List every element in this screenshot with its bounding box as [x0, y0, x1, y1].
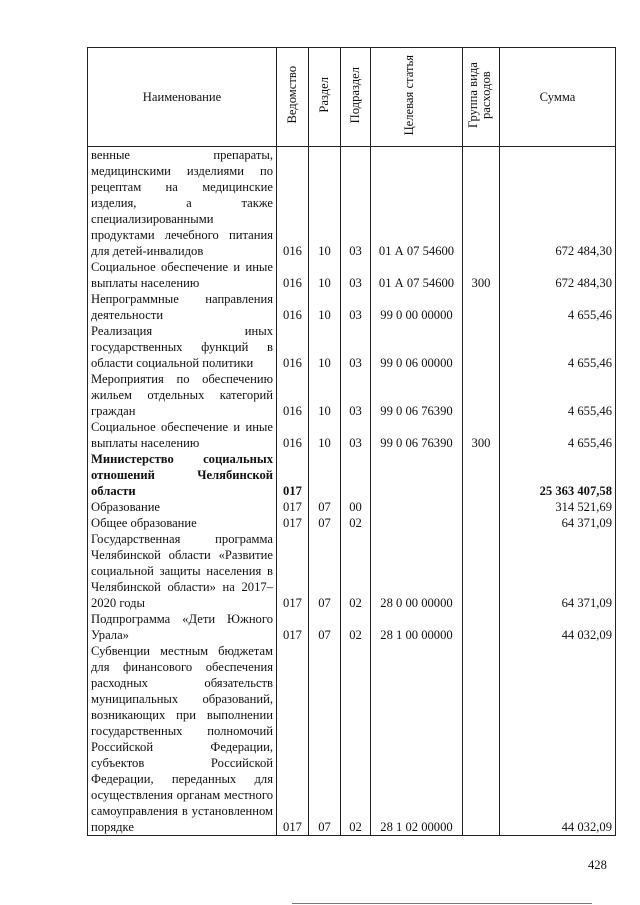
cell-name: Непрограммные направления деятельности — [88, 291, 277, 323]
cell-expense-group: 300 — [463, 419, 500, 451]
cell-section: 10 — [309, 371, 341, 419]
cell-subsection: 03 — [341, 147, 371, 260]
budget-table — [87, 47, 616, 836]
cell-subsection: 03 — [341, 259, 371, 291]
table-row — [88, 419, 616, 451]
cell-subsection: 03 — [341, 419, 371, 451]
cell-sum: 64 371,09 — [500, 531, 616, 611]
cell-name: Министерство социальных отношений Челябинской области — [88, 451, 277, 499]
cell-expense-group — [463, 291, 500, 323]
header-section — [309, 48, 341, 147]
cell-expense-group — [463, 323, 500, 371]
cell-target-article: 99 0 06 76390 — [371, 419, 463, 451]
cell-expense-group — [463, 515, 500, 531]
cell-name: Реализация иных государственных функций в области социальной политики — [88, 323, 277, 371]
header-subsection-label: Подраздел — [348, 66, 362, 124]
header-expense-group — [463, 48, 500, 147]
cell-department: 017 — [277, 611, 309, 643]
table-body — [88, 147, 616, 836]
cell-sum: 4 655,46 — [500, 371, 616, 419]
cell-section: 07 — [309, 499, 341, 515]
cell-subsection: 02 — [341, 515, 371, 531]
cell-name: Мероприятия по обеспечению жильем отдельных категорий граждан — [88, 371, 277, 419]
cell-sum: 4 655,46 — [500, 323, 616, 371]
cell-name: Образование — [88, 499, 277, 515]
header-subsection — [341, 48, 371, 147]
cell-section: 07 — [309, 643, 341, 836]
cell-target-article: 01 А 07 54600 — [371, 259, 463, 291]
cell-department: 017 — [277, 451, 309, 499]
cell-department: 016 — [277, 259, 309, 291]
cell-department: 016 — [277, 371, 309, 419]
cell-name: Социальное обеспечение и иные выплаты населению — [88, 259, 277, 291]
cell-department: 017 — [277, 531, 309, 611]
cell-target-article: 99 0 00 00000 — [371, 291, 463, 323]
cell-sum: 672 484,30 — [500, 147, 616, 260]
cell-section: 07 — [309, 611, 341, 643]
header-sum: Сумма — [500, 48, 616, 147]
cell-expense-group — [463, 499, 500, 515]
cell-sum: 314 521,69 — [500, 499, 616, 515]
cell-target-article: 01 А 07 54600 — [371, 147, 463, 260]
cell-expense-group — [463, 643, 500, 836]
cell-department: 017 — [277, 643, 309, 836]
cell-department: 017 — [277, 515, 309, 531]
table-row — [88, 643, 616, 836]
header-expense-group-label: Группа вида расходов — [466, 62, 493, 128]
cell-subsection: 02 — [341, 611, 371, 643]
cell-expense-group — [463, 611, 500, 643]
cell-target-article: 28 0 00 00000 — [371, 531, 463, 611]
cell-sum: 4 655,46 — [500, 419, 616, 451]
cell-expense-group: 300 — [463, 259, 500, 291]
cell-name: Социальное обеспечение и иные выплаты населению — [88, 419, 277, 451]
cell-name: Государственная программа Челябинской области «Развитие социальной защиты населения в Челябинской области» на 2017–2020 годы — [88, 531, 277, 611]
cell-name: Субвенции местным бюджетам для финансового обеспечения расходных обязательств муниципальных образований, возникающих при выполнении государственных полномочий Российской Федерации, субъектов Российской Федерации, переданных для осуществления органам местного самоуправления в установленном порядке — [88, 643, 277, 836]
cell-department: 016 — [277, 291, 309, 323]
table-row — [88, 611, 616, 643]
cell-department: 017 — [277, 499, 309, 515]
cell-department: 016 — [277, 419, 309, 451]
table-row — [88, 259, 616, 291]
table-row — [88, 499, 616, 515]
cell-subsection: 03 — [341, 323, 371, 371]
cell-target-article: 99 0 06 76390 — [371, 371, 463, 419]
cell-target-article — [371, 451, 463, 499]
header-section-label: Раздел — [317, 77, 331, 113]
cell-section: 07 — [309, 531, 341, 611]
header-target-article — [371, 48, 463, 147]
cell-section: 10 — [309, 323, 341, 371]
cell-sum: 64 371,09 — [500, 515, 616, 531]
page-number: 428 — [588, 858, 607, 872]
cell-subsection: 03 — [341, 291, 371, 323]
header-name: Наименование — [88, 48, 277, 147]
cell-name: Подпрограмма «Дети Южного Урала» — [88, 611, 277, 643]
table-row — [88, 451, 616, 499]
cell-sum: 672 484,30 — [500, 259, 616, 291]
header-department — [277, 48, 309, 147]
header-target-article-label: Целевая статья — [401, 54, 416, 136]
cell-subsection: 02 — [341, 643, 371, 836]
cell-sum: 44 032,09 — [500, 643, 616, 836]
cell-sum: 4 655,46 — [500, 291, 616, 323]
table-header-row — [88, 48, 616, 147]
cell-target-article — [371, 515, 463, 531]
cell-section: 10 — [309, 291, 341, 323]
table-row — [88, 515, 616, 531]
table-row — [88, 371, 616, 419]
cell-subsection — [341, 451, 371, 499]
cell-subsection: 02 — [341, 531, 371, 611]
cell-department: 016 — [277, 323, 309, 371]
cell-target-article — [371, 499, 463, 515]
cell-section — [309, 451, 341, 499]
cell-department: 016 — [277, 147, 309, 260]
cell-expense-group — [463, 451, 500, 499]
cell-sum: 25 363 407,58 — [500, 451, 616, 499]
table-row — [88, 323, 616, 371]
cell-target-article: 28 1 00 00000 — [371, 611, 463, 643]
cell-target-article: 99 0 06 00000 — [371, 323, 463, 371]
cell-expense-group — [463, 371, 500, 419]
cell-name: венные препараты, медицинскими изделиями по рецептам на медицинские изделия, а также специализированными продуктами лечебного питания для детей-инвалидов — [88, 147, 277, 260]
cell-target-article: 28 1 02 00000 — [371, 643, 463, 836]
cell-subsection: 00 — [341, 499, 371, 515]
header-department-label: Ведомство — [285, 66, 299, 124]
table-row — [88, 291, 616, 323]
cell-expense-group — [463, 531, 500, 611]
cell-section: 10 — [309, 147, 341, 260]
table-row — [88, 531, 616, 611]
cell-section: 10 — [309, 259, 341, 291]
cell-name: Общее образование — [88, 515, 277, 531]
table-row — [88, 147, 616, 260]
bottom-rule — [292, 903, 592, 904]
cell-sum: 44 032,09 — [500, 611, 616, 643]
cell-section: 07 — [309, 515, 341, 531]
cell-section: 10 — [309, 419, 341, 451]
cell-expense-group — [463, 147, 500, 260]
cell-subsection: 03 — [341, 371, 371, 419]
